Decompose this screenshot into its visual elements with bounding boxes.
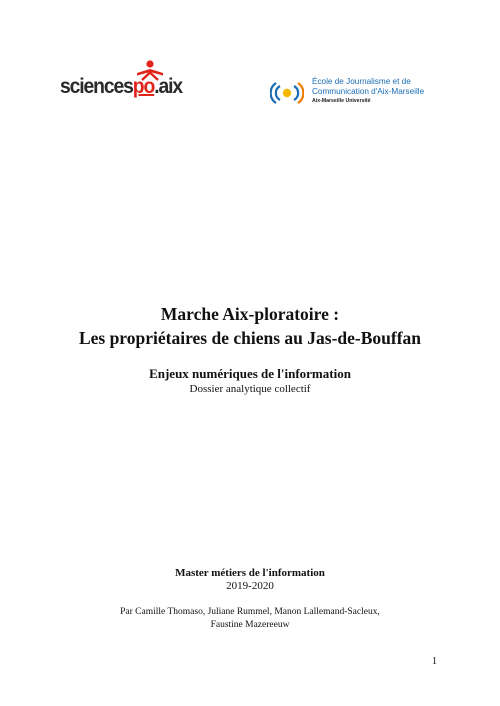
- ejcam-name-line1: École de Journalisme et de: [312, 77, 411, 86]
- authors-line1: Par Camille Thomaso, Juliane Rummel, Manon Lallemand-Sacleux,: [120, 607, 380, 617]
- sciencespo-wordmark: [60, 74, 182, 100]
- document-subtitle-secondary: Dossier analytique collectif: [189, 383, 311, 395]
- page-number: 1: [432, 656, 437, 667]
- document-title: [0, 302, 500, 350]
- sciencespo-wordmark-po: po: [132, 75, 155, 98]
- sciencespo-aix-logo: [60, 60, 190, 106]
- sciencespo-wordmark-sciences: sciences: [60, 75, 133, 98]
- document-title-line1: Marche Aix-ploratoire :: [160, 304, 340, 324]
- ejcam-name-line2: Communication d'Aix-Marseille: [312, 86, 425, 96]
- ejcam-name: [312, 77, 424, 96]
- document-subtitle: Enjeux numériques de l'information: [149, 366, 351, 381]
- ejcam-university: Aix-Marseille Université: [312, 98, 371, 104]
- academic-year: 2019-2020: [226, 580, 274, 592]
- authors-line2: Faustine Mazereeuw: [210, 619, 290, 630]
- ejcam-logo: [270, 77, 460, 111]
- ejcam-waves-icon: [270, 79, 304, 107]
- authors: [0, 606, 500, 631]
- master-program: Master métiers de l'information: [175, 567, 325, 579]
- document-title-line2: Les propriétaires de chiens au Jas-de-Bouffan: [78, 328, 422, 348]
- sciencespo-wordmark-aix: .aix: [154, 75, 183, 98]
